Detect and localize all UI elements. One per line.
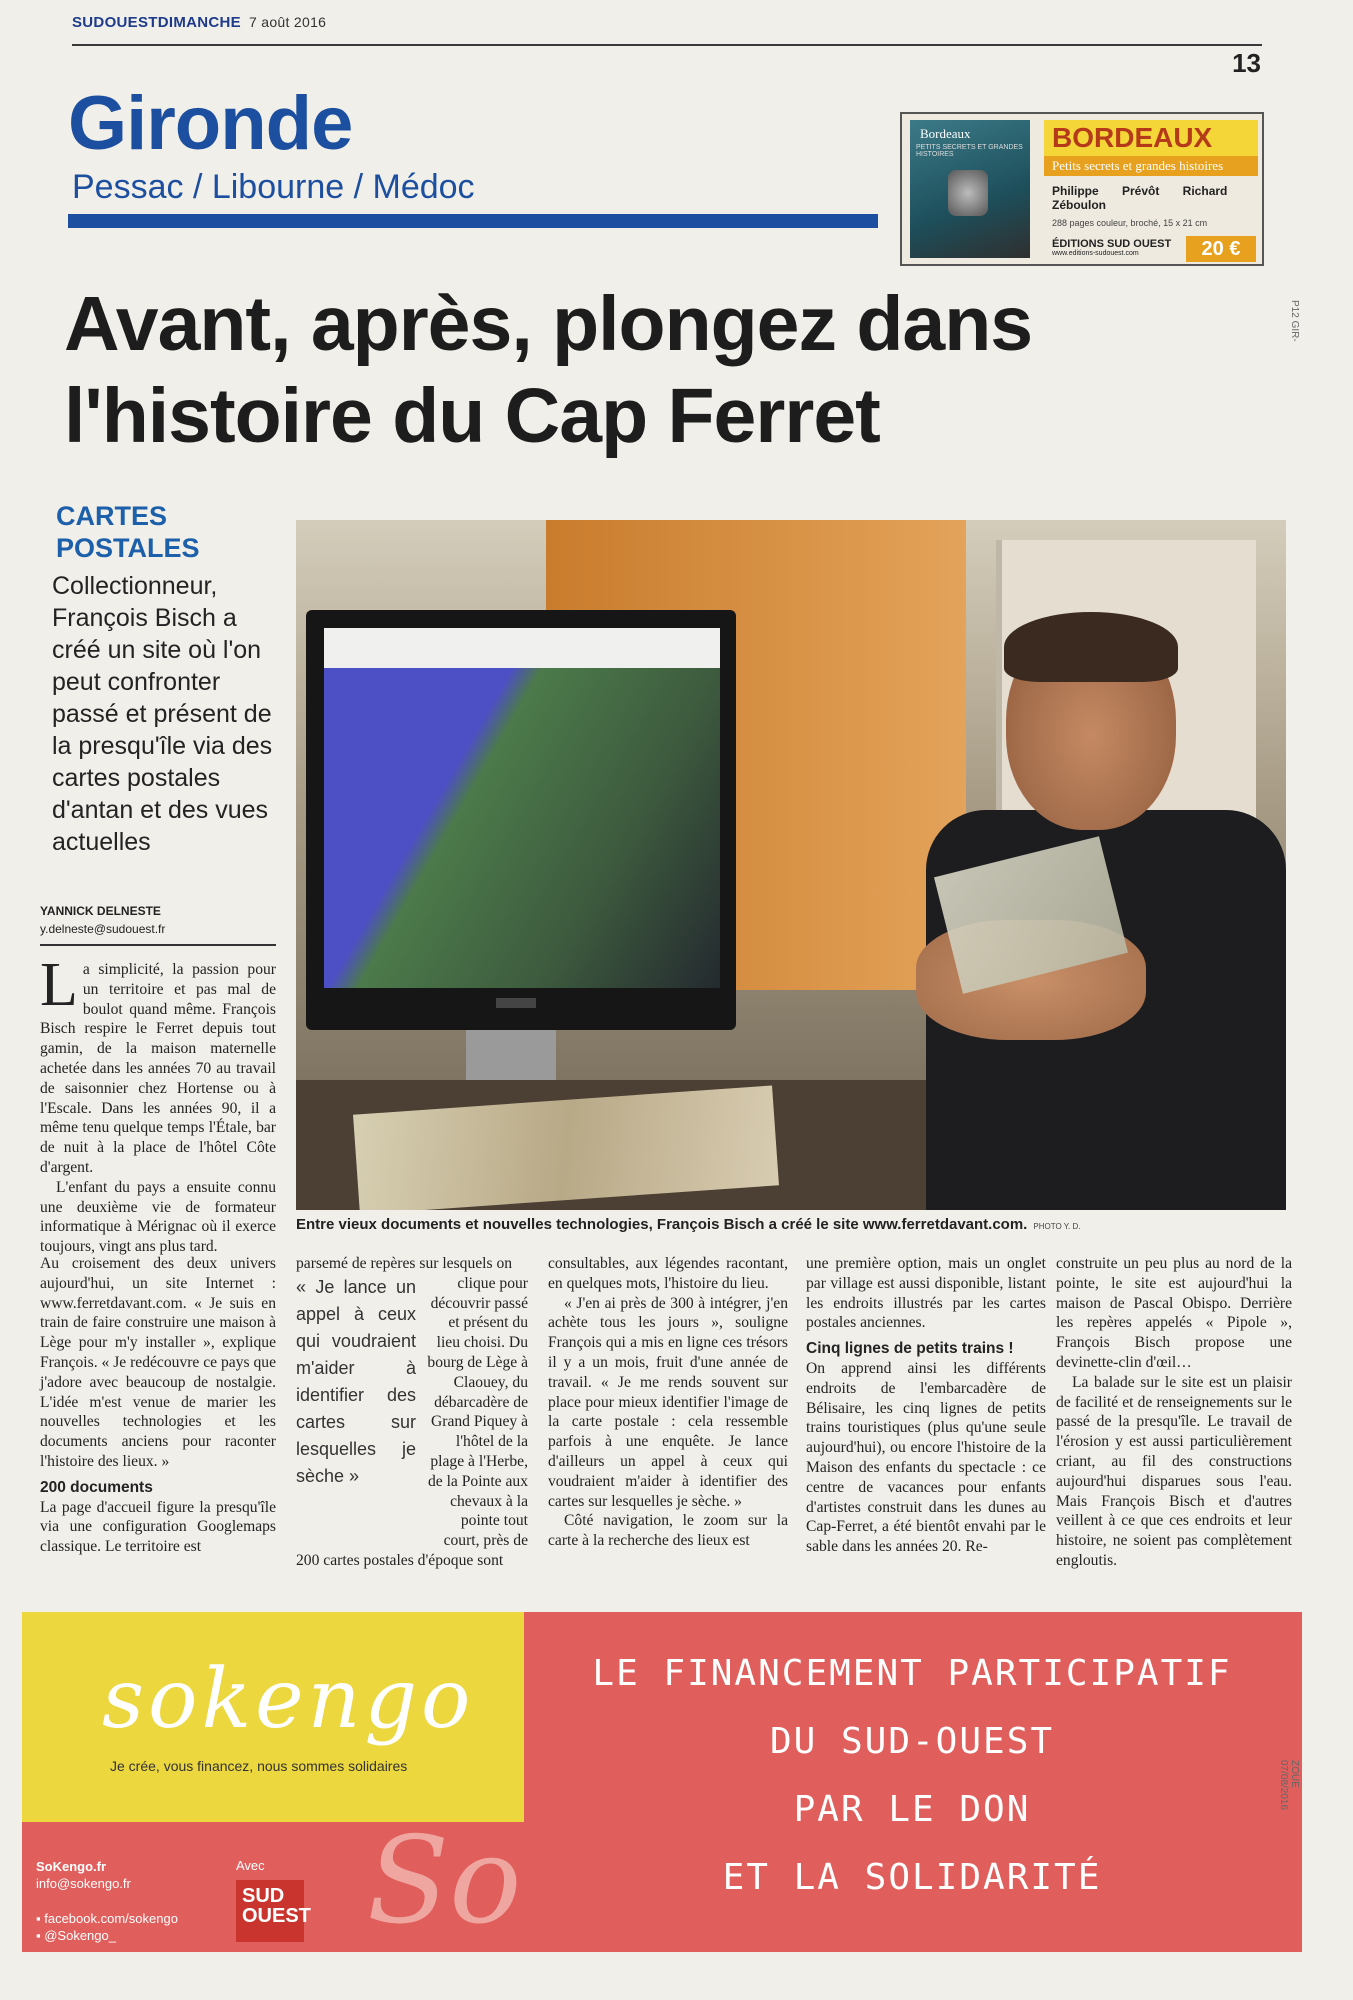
paragraph-9: une première option, mais un onglet par village est aussi disponible, listant les endroits illustrés par les cartes postales anciennes. bbox=[806, 1255, 1046, 1332]
sokengo-logo: sokengo bbox=[102, 1652, 475, 1747]
book-cover bbox=[910, 120, 1030, 258]
caption-text: Entre vieux documents et nouvelles technologies, François Bisch a créé le site www.ferretdavant.com. bbox=[296, 1216, 1028, 1233]
paragraph-3: Au croisement des deux univers aujourd'hui, un site Internet : www.ferretdavant.com. « Je suis en train de faire construire une maison à Lège pour m'y installer », explique François. « Je redécouvre ce pays que j'adore avec beaucoup de nostalgie. L'idée m'est venue de marier les nouvelles technologies et les documents anciens pour raconter l'histoire des lieux. » bbox=[40, 1255, 276, 1470]
banner-email-link[interactable]: info@sokengo.fr bbox=[36, 1876, 131, 1891]
paragraph-12: La balade sur le site est un plaisir de facilité et de renseignements sur le passé de la presqu'île. Le travail de l'érosion y est aussi particulièrement criant, au fil des constructions aujourd'hui disparues sous l'eau. Mais François Bisch et d'autres veillent à ce que ces endroits et leur histoire, ne soient pas complètement engloutis. bbox=[1056, 1373, 1292, 1569]
paragraph-7: « J'en ai près de 300 à intégrer, j'en achète tous les jours », souligne François qui a mis en ligne ces trésors il y a un mois, fruit d'une année de travail. « Je me rends souvent sur place pour mieux identifier l'image de la carte postale : cela ressemble parfois à une enquête. Je lance d'ailleurs un appel à ceux qui voudraient m'aider à identifier des cartes sur lesquelles je sèche. » bbox=[548, 1294, 788, 1510]
book-cover-subtitle: PETITS SECRETS ET GRANDES HISTOIRES bbox=[916, 144, 1023, 158]
column-2-body bbox=[296, 1274, 528, 1551]
section-bar bbox=[68, 214, 878, 228]
book-publisher bbox=[1052, 238, 1171, 257]
partner-label: Avec bbox=[236, 1858, 265, 1873]
masthead-brand: SUDOUEST bbox=[72, 14, 158, 31]
section-subtitle: Pessac / Libourne / Médoc bbox=[72, 168, 475, 206]
article-column-2 bbox=[296, 1254, 528, 1571]
photo-screen-header bbox=[324, 628, 720, 668]
photo-caption bbox=[296, 1216, 1286, 1233]
sokengo-advertisement[interactable] bbox=[22, 1612, 1302, 1952]
rubric: CARTES POSTALES bbox=[56, 501, 200, 563]
article-column-1 bbox=[40, 951, 276, 1257]
book-advertisement[interactable] bbox=[900, 112, 1264, 266]
byline-rule bbox=[40, 944, 276, 946]
subhead-200-documents: 200 documents bbox=[40, 1478, 153, 1496]
paragraph-5a: parsemé de repères sur lesquels on bbox=[296, 1255, 513, 1272]
banner-slogan: Je crée, vous financez, nous sommes solidaires bbox=[110, 1758, 408, 1774]
sud-ouest-logo: SUD OUEST bbox=[236, 1880, 304, 1942]
masthead bbox=[72, 14, 326, 31]
banner-site-link[interactable]: SoKengo.fr bbox=[36, 1859, 107, 1874]
photo-monitor-logo bbox=[496, 998, 536, 1008]
banner-line-4: ET LA SOLIDARITÉ bbox=[722, 1857, 1102, 1898]
publisher-name: ÉDITIONS SUD OUEST bbox=[1052, 238, 1172, 250]
paragraph-4: La page d'accueil figure la presqu'île via une configuration Googlemaps classique. Le territoire est bbox=[40, 1498, 276, 1556]
article-column-3 bbox=[548, 1254, 788, 1551]
paragraph-2: L'enfant du pays a ensuite connu une deuxième vie de formateur informatique à Mérignac où il exerce toujours, vingt ans plus tard. bbox=[40, 1178, 276, 1256]
byline-email[interactable]: y.delneste@sudouest.fr bbox=[40, 922, 166, 936]
pull-quote: « Je lance un appel à ceux qui voudraient m'aider à identifier des cartes sur lesquelles je sèche » bbox=[296, 1276, 416, 1486]
banner-contacts bbox=[36, 1858, 178, 1944]
banner-line-3: PAR LE DON bbox=[793, 1789, 1031, 1830]
paragraph-1: a simplicité, la passion pour un territoire et pas mal de boulot quand même. François Bisch respire le Ferret depuis tout gamin, de la maison maternelle achetée dans les années 70 au travail de saisonnier chez Hortense ou à l'Escale. Dans les années 90, il a même tenu quelque temps l'Étale, bar de nuit à la place de l'hôtel Côte d'argent. bbox=[40, 961, 276, 1176]
photo-screen-map bbox=[324, 628, 720, 988]
article-paragraph bbox=[40, 951, 276, 1178]
subhead-petits-trains: Cinq lignes de petits trains ! bbox=[806, 1340, 1014, 1358]
photo-credit: PHOTO Y. D. bbox=[1033, 1222, 1081, 1231]
photo-hair bbox=[1004, 612, 1178, 682]
book-tagline: Petits secrets et grandes histoires bbox=[1044, 156, 1258, 176]
paragraph-5c: 200 cartes postales d'époque sont bbox=[296, 1551, 504, 1569]
door-knocker-image bbox=[948, 170, 988, 216]
section-title: Gironde bbox=[68, 81, 353, 166]
book-brand: BORDEAUX bbox=[1044, 120, 1258, 156]
margin-note-top: P12 GIR- bbox=[1289, 300, 1300, 342]
paragraph-8: Côté navigation, le zoom sur la carte à la recherche des lieux est bbox=[548, 1512, 788, 1550]
article-photo bbox=[296, 520, 1286, 1210]
article-column-5 bbox=[1056, 1254, 1292, 1571]
page-number: 13 bbox=[1232, 48, 1261, 78]
banner-headline bbox=[552, 1640, 1272, 1912]
so-mark: So bbox=[367, 1812, 522, 1951]
banner-line-2: DU SUD-OUEST bbox=[769, 1721, 1055, 1762]
facebook-link[interactable] bbox=[36, 1910, 178, 1927]
article-column-4 bbox=[806, 1254, 1046, 1557]
facebook-icon: ▪ bbox=[36, 1911, 45, 1926]
twitter-link[interactable] bbox=[36, 1927, 178, 1944]
twitter-label: @Sokengo_ bbox=[44, 1928, 116, 1943]
masthead-date: 7 août 2016 bbox=[248, 14, 327, 30]
drop-cap: L bbox=[40, 951, 78, 1019]
headline: Avant, après, plongez dans l'histoire du Cap Ferret bbox=[64, 281, 1033, 459]
photo-man bbox=[916, 600, 1286, 1210]
masthead-edition: DIMANCHE bbox=[157, 14, 241, 31]
book-price: 20 € bbox=[1186, 236, 1256, 262]
header-rule bbox=[72, 44, 1262, 46]
paragraph-6: consultables, aux légendes racontant, en quelques mots, l'histoire du lieu. bbox=[548, 1255, 788, 1292]
facebook-label: facebook.com/sokengo bbox=[44, 1911, 178, 1926]
byline-author: YANNICK DELNESTE bbox=[40, 904, 161, 918]
book-details: 288 pages couleur, broché, 15 x 21 cm bbox=[1052, 218, 1208, 228]
paragraph-5b: clique pour découvrir passé et présent du lieu choisi. Du bourg de Lège à Claouey, du débarcadère de Grand Piquey à l'hôtel de la plage à l'Herbe, de la Pointe aux chevaux à la pointe tout court, près de bbox=[427, 1274, 528, 1550]
margin-note-bottom: ZOUE 07/08/2016 bbox=[1278, 1760, 1300, 1811]
book-authors: Philippe Prévôt Richard Zéboulon bbox=[1052, 184, 1228, 212]
article-column-1-continued bbox=[40, 1254, 276, 1557]
banner-line-1: LE FINANCEMENT PARTICIPATIF bbox=[592, 1653, 1232, 1694]
lede: Collectionneur, François Bisch a créé un site où l'on peut confronter passé et présent de la presqu'île via des cartes postales d'antan et des vues actuelles bbox=[52, 572, 273, 856]
book-cover-title: Bordeaux bbox=[920, 126, 971, 141]
paragraph-10: On apprend ainsi les différents endroits de l'embarcadère de Bélisaire, les cinq lignes de petits trains touristiques (plus qu'une seule aujourd'hui), ou encore l'histoire de la Maison des enfants du spectacle : ce centre de vacances pour enfants d'artistes construit dans les dunes au Cap-Ferret, a été bientôt envahi par le sable dans les années 20. Re- bbox=[806, 1359, 1046, 1556]
paragraph-11: construite un peu plus au nord de la pointe, le site est aujourd'hui la maison de Pascal Obispo. Derrière les repères appelés « Pipole », François Bisch propose une devinette-clin d'œil… bbox=[1056, 1255, 1292, 1371]
twitter-icon: ▪ bbox=[36, 1928, 45, 1943]
publisher-url: www.editions-sudouest.com bbox=[1052, 250, 1139, 257]
